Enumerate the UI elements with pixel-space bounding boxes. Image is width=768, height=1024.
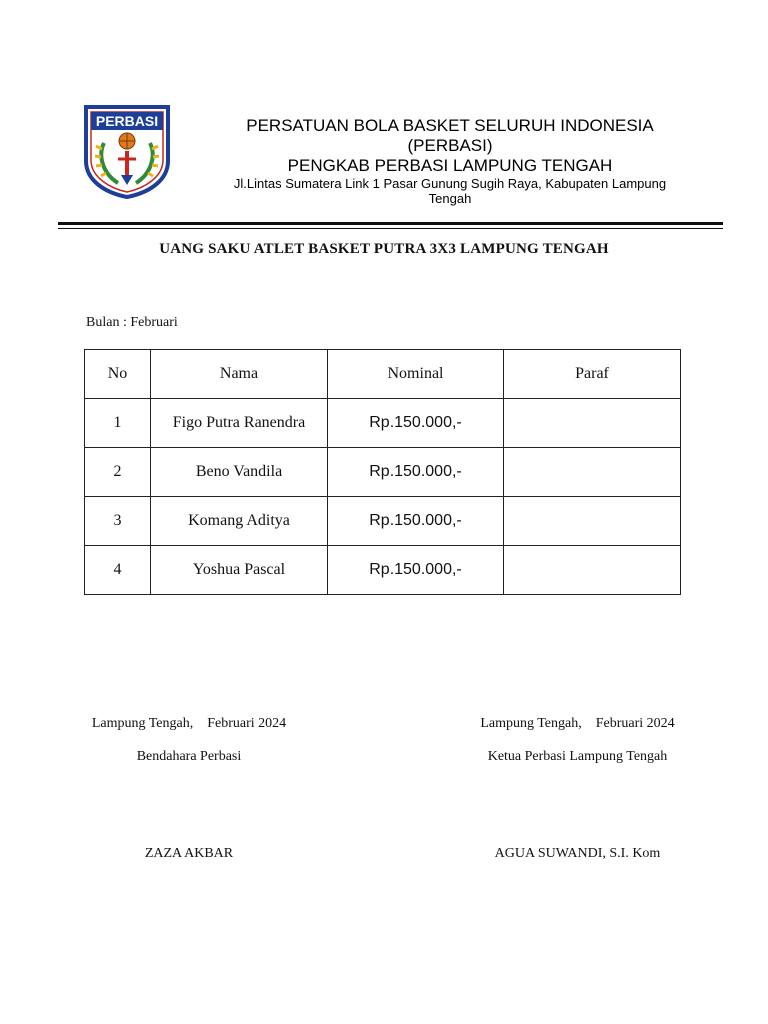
- address-line-1: Jl.Lintas Sumatera Link 1 Pasar Gunung Sugih Raya, Kabupaten Lampung: [233, 176, 667, 191]
- org-name: PERSATUAN BOLA BASKET SELURUH INDONESIA: [246, 116, 654, 135]
- right-place-date: Lampung Tengah, Februari 2024: [480, 716, 675, 731]
- header-nominal: Nominal: [328, 350, 504, 399]
- row-paraf: [504, 546, 681, 595]
- row-paraf: [504, 448, 681, 497]
- row-nama: Beno Vandila: [151, 448, 328, 497]
- header-no: No: [85, 350, 151, 399]
- row-nominal: Rp.150.000,-: [328, 546, 504, 595]
- branch-name: PENGKAB PERBASI LAMPUNG TENGAH: [287, 156, 613, 175]
- table-row: [85, 448, 681, 497]
- letterhead-rule-thin: [58, 228, 723, 229]
- address: [185, 176, 715, 206]
- right-signer-role: Ketua Perbasi Lampung Tengah: [487, 749, 668, 764]
- month-label: Bulan : Februari: [86, 315, 178, 330]
- left-signer-role: Bendahara Perbasi: [136, 749, 242, 764]
- table-row: [85, 399, 681, 448]
- row-nominal: Rp.150.000,-: [328, 497, 504, 546]
- row-nama: Figo Putra Ranendra: [151, 399, 328, 448]
- right-signer-name: AGUA SUWANDI, S.I. Kom: [494, 846, 661, 861]
- row-nama: Yoshua Pascal: [151, 546, 328, 595]
- row-paraf: [504, 399, 681, 448]
- document-title: UANG SAKU ATLET BASKET PUTRA 3X3 LAMPUNG TENGAH: [159, 241, 609, 257]
- table-row: [85, 497, 681, 546]
- left-signer-name: ZAZA AKBAR: [144, 846, 234, 861]
- perbasi-logo: [82, 103, 172, 199]
- logo-text: PERBASI: [95, 113, 159, 129]
- header-nama: Nama: [151, 350, 328, 399]
- address-line-2: Tengah: [428, 191, 472, 206]
- table-row: [85, 546, 681, 595]
- allowance-table: [84, 349, 681, 595]
- header-paraf: Paraf: [504, 350, 681, 399]
- left-place-date: Lampung Tengah, Februari 2024: [91, 716, 287, 731]
- row-no: 2: [85, 448, 151, 497]
- row-nominal: Rp.150.000,-: [328, 448, 504, 497]
- letterhead-rule-thick: [58, 222, 723, 225]
- row-nominal: Rp.150.000,-: [328, 399, 504, 448]
- row-nama: Komang Aditya: [151, 497, 328, 546]
- org-abbreviation: (PERBASI): [407, 136, 493, 155]
- row-paraf: [504, 497, 681, 546]
- table-header-row: [85, 350, 681, 399]
- row-no: 3: [85, 497, 151, 546]
- row-no: 1: [85, 399, 151, 448]
- row-no: 4: [85, 546, 151, 595]
